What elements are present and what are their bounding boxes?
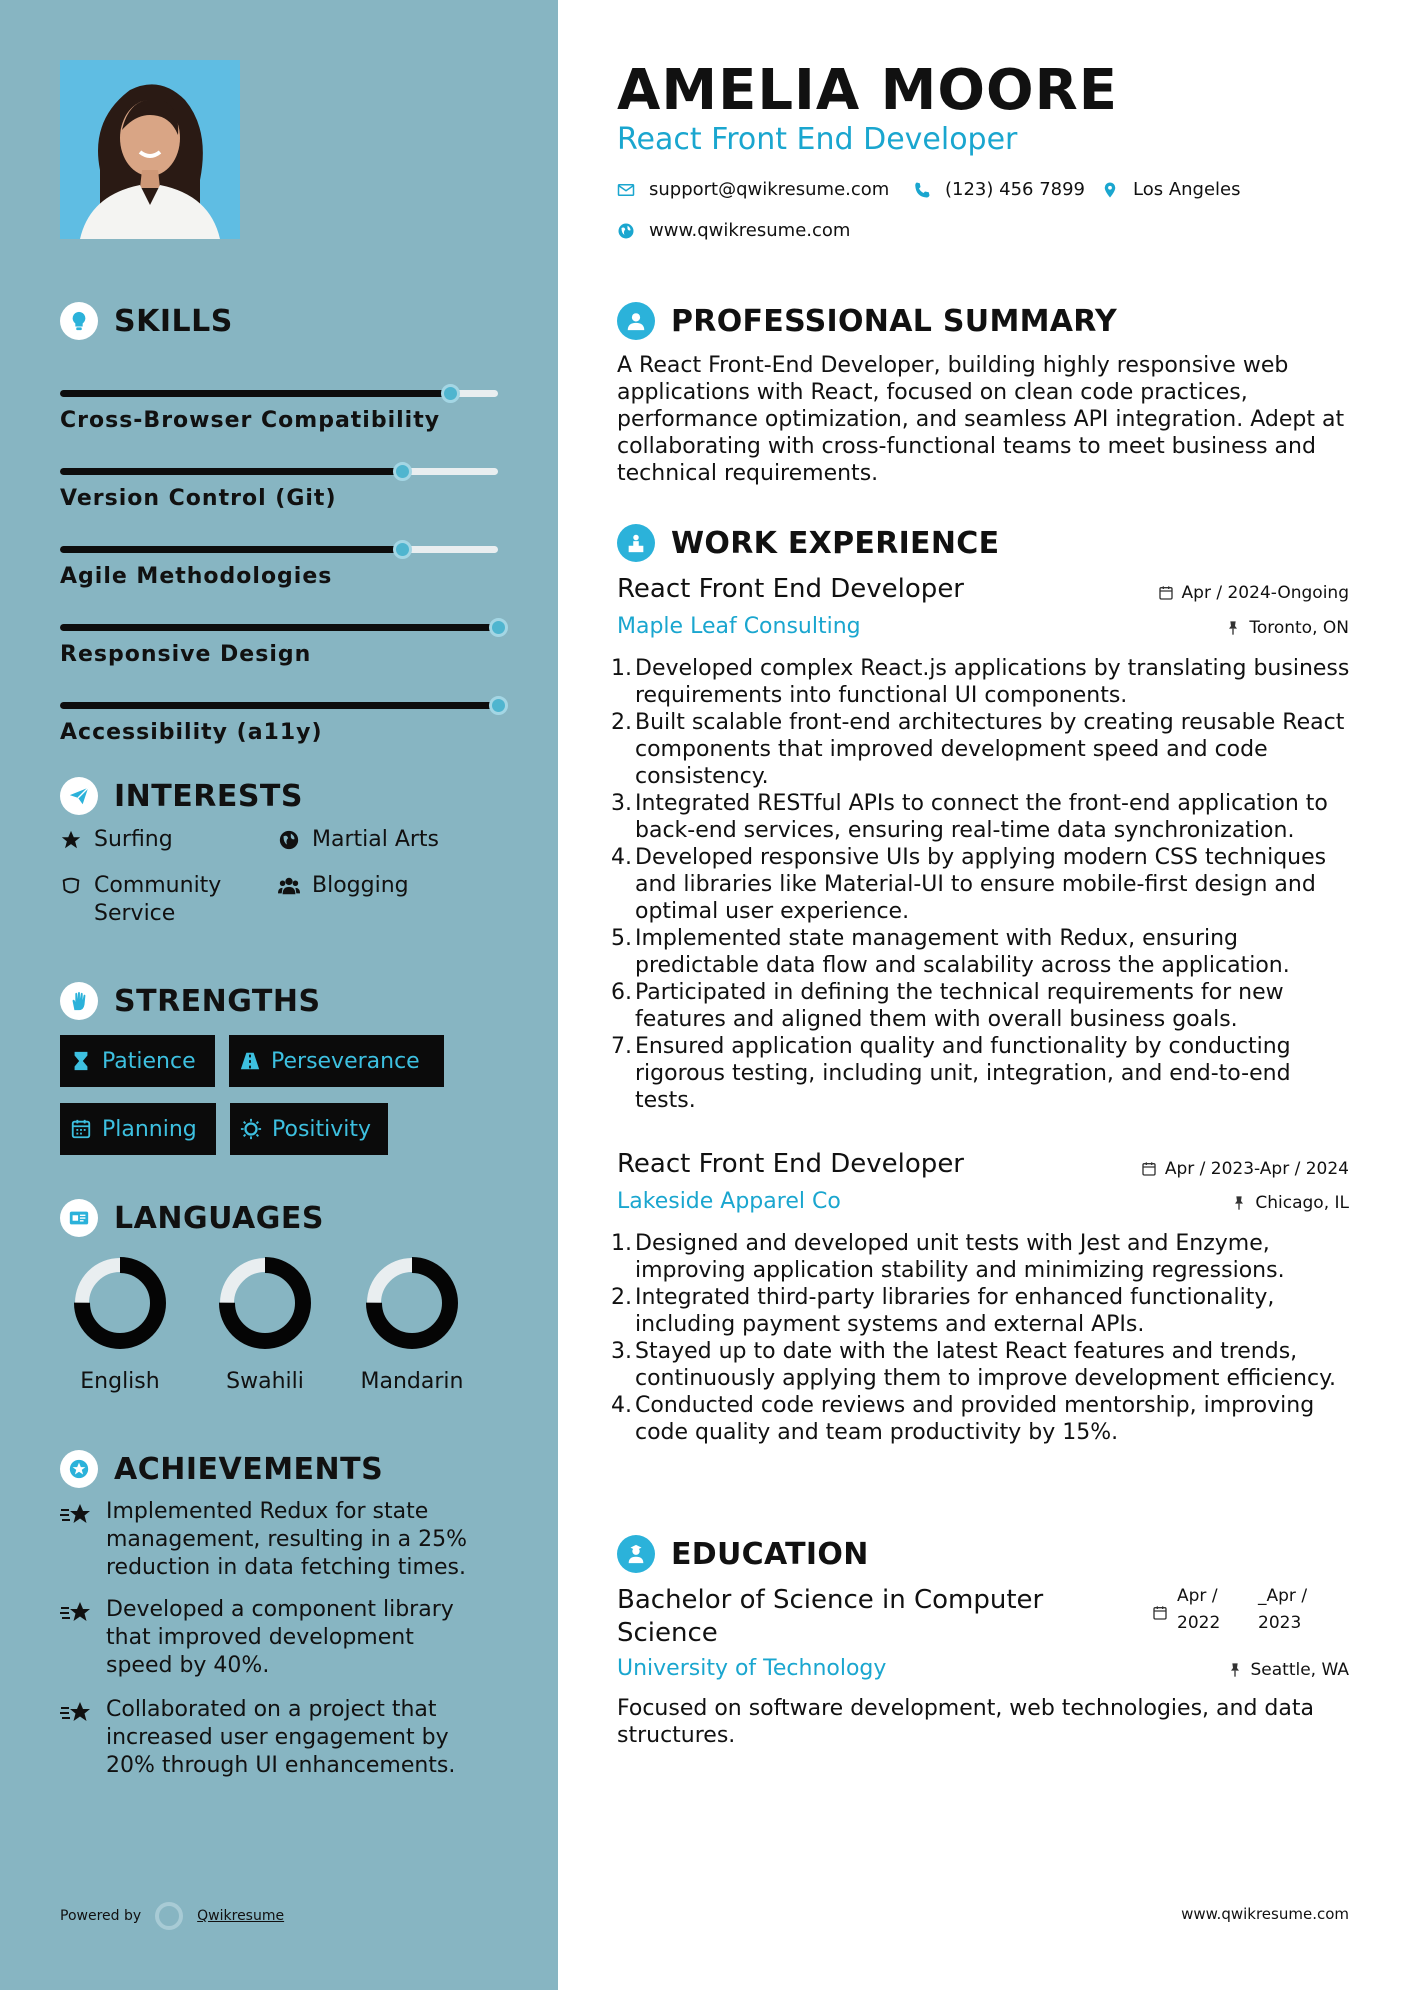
- bullet-number: 3.: [611, 791, 632, 816]
- skills-heading: [60, 302, 233, 340]
- achievements-title: ACHIEVEMENTS: [114, 1451, 384, 1487]
- calendar-icon: [1141, 1161, 1157, 1177]
- skill-bar: [60, 468, 498, 475]
- education-heading: [617, 1535, 869, 1573]
- bullet-number: 1.: [611, 1231, 632, 1256]
- degree-title: Bachelor of Science in Computer Science: [617, 1585, 1044, 1648]
- candidate-name: AMELIA MOORE: [617, 58, 1118, 123]
- skill-bar-fill: [60, 702, 498, 709]
- job-location: Chicago, IL: [1231, 1193, 1349, 1213]
- job-bullet: [611, 790, 1357, 844]
- language-item: [60, 1255, 180, 1394]
- skill-bar: [60, 546, 498, 553]
- skill-name: Cross-Browser Compatibility: [60, 408, 441, 433]
- envelope-icon: [617, 181, 635, 199]
- calendar-icon: [70, 1118, 92, 1140]
- skill-bar-knob: [489, 696, 508, 715]
- job-bullet: [611, 1392, 1357, 1446]
- footer-url[interactable]: www.qwikresume.com: [1181, 1905, 1349, 1923]
- interest-item: Martial Arts: [278, 826, 439, 854]
- language-level-ring: [217, 1255, 313, 1351]
- bullet-text: Designed and developed unit tests with Jest and Enzyme, improving application stability and minimizing regressions.: [635, 1231, 1285, 1283]
- user-icon: [617, 302, 655, 340]
- achievement-item: [60, 1696, 480, 1780]
- job-bullet: [611, 1230, 1357, 1284]
- bullet-text: Conducted code reviews and provided mentorship, improving code quality and team productivity by 15%.: [635, 1393, 1315, 1445]
- skill-bar-knob: [393, 462, 412, 481]
- shooting-star-icon: [60, 1502, 92, 1528]
- bullet-text: Developed complex React.js applications by translating business requirements into functional UI components.: [635, 656, 1350, 708]
- skill-bar-fill: [60, 624, 498, 631]
- podium-icon: [617, 524, 655, 562]
- languages-heading: [60, 1199, 324, 1237]
- language-name: Mandarin: [360, 1369, 464, 1394]
- skill-bar-fill: [60, 468, 402, 475]
- profile-photo: [60, 60, 240, 239]
- powered-by: Powered by Qwikresume: [60, 1902, 284, 1930]
- job-bullet: [611, 979, 1357, 1033]
- summary-text: A React Front-End Developer, building highly responsive web applications with React, focused on clean code practices, performance optimization, and seamless API integration. Adept at collaborating with cross-functional teams to meet business and technical requirements.: [617, 353, 1345, 486]
- job-location: Toronto, ON: [1225, 618, 1349, 638]
- bullet-text: Integrated third-party libraries for enhanced functionality, including payment systems and external APIs.: [635, 1285, 1275, 1337]
- paper-plane-icon: [60, 777, 98, 815]
- job-bullet: [611, 844, 1357, 925]
- graduate-icon: [617, 1535, 655, 1573]
- language-name: Swahili: [226, 1369, 304, 1394]
- skills-title: SKILLS: [114, 303, 233, 339]
- users-icon: [278, 875, 300, 897]
- skill-bar-knob: [393, 540, 412, 559]
- pushpin-icon: [1227, 1662, 1243, 1678]
- language-level-ring: [364, 1255, 460, 1351]
- strength-badge: Planning: [60, 1103, 216, 1155]
- summary-heading: [617, 302, 1117, 340]
- job-bullet: [611, 925, 1357, 979]
- experience-heading: [617, 524, 999, 562]
- experience-title: WORK EXPERIENCE: [671, 525, 1000, 561]
- contact-location: Los Angeles: [1101, 179, 1241, 200]
- achievements-heading: [60, 1450, 383, 1488]
- job-bullets: [611, 655, 1357, 1114]
- contact-website[interactable]: www.qwikresume.com: [617, 220, 850, 241]
- interest-item: Community Service: [60, 872, 260, 928]
- skill-bar-fill: [60, 390, 450, 397]
- shooting-star-icon: [60, 1600, 92, 1626]
- bullet-text: Ensured application quality and functionality by conducting rigorous testing, including unit, integration, and end-to-end tests.: [635, 1034, 1291, 1113]
- achievement-text: Implemented Redux for state management, resulting in a 25% reduction in data fetching times.: [106, 1499, 468, 1580]
- achievement-item: [60, 1498, 480, 1582]
- contact-email[interactable]: support@qwikresume.com: [617, 179, 889, 200]
- bullet-text: Built scalable front-end architectures by creating reusable React components that improved development speed and code consistency.: [635, 710, 1345, 789]
- qwikresume-link[interactable]: Qwikresume: [197, 1908, 285, 1924]
- bullet-text: Implemented state management with Redux, ensuring predictable data flow and scalability across the application.: [635, 926, 1290, 978]
- globe-icon: [278, 829, 300, 851]
- bullet-number: 1.: [611, 656, 632, 681]
- interest-item: Surfing: [60, 826, 173, 854]
- id-card-icon: [60, 1199, 98, 1237]
- school-name: University of Technology: [617, 1656, 887, 1681]
- education-title: EDUCATION: [671, 1536, 869, 1572]
- bullet-number: 4.: [611, 1393, 632, 1418]
- job-company: Lakeside Apparel Co: [617, 1189, 841, 1214]
- map-pin-icon: [1101, 181, 1119, 199]
- bullet-number: 5.: [611, 926, 632, 951]
- bullet-number: 6.: [611, 980, 632, 1005]
- interests-heading: [60, 777, 303, 815]
- education-start-date: Apr / 2022: [1177, 1586, 1221, 1633]
- strengths-heading: [60, 982, 321, 1020]
- skill-bar-knob: [441, 384, 460, 403]
- pushpin-icon: [1231, 1195, 1247, 1211]
- hand-icon: [60, 982, 98, 1020]
- interests-title: INTERESTS: [114, 778, 303, 814]
- strength-badge: Positivity: [230, 1103, 388, 1155]
- bullet-number: 3.: [611, 1339, 632, 1364]
- skill-name: Agile Methodologies: [60, 564, 333, 589]
- calendar-icon: [1152, 1605, 1168, 1625]
- bulb-icon: [60, 302, 98, 340]
- skill-bar: [60, 390, 498, 397]
- skill-bar-fill: [60, 546, 402, 553]
- skill-name: Responsive Design: [60, 642, 312, 667]
- qwikresume-logo-icon: [155, 1902, 183, 1930]
- phone-icon: [913, 181, 931, 199]
- job-bullet: [611, 709, 1357, 790]
- pushpin-icon: [1225, 620, 1241, 636]
- job-date: Apr / 2024-Ongoing: [1158, 583, 1349, 603]
- star-icon: [60, 829, 82, 851]
- job-date: Apr / 2023-Apr / 2024: [1141, 1159, 1349, 1179]
- star-badge-icon: [60, 1450, 98, 1488]
- bullet-number: 2.: [611, 1285, 632, 1310]
- job-title: React Front End Developer: [617, 574, 965, 604]
- bullet-number: 4.: [611, 845, 632, 870]
- job-company: Maple Leaf Consulting: [617, 614, 861, 639]
- skill-bar: [60, 624, 498, 631]
- bullet-text: Participated in defining the technical requirements for new features and aligned them with overall business goals.: [635, 980, 1284, 1032]
- candidate-role: React Front End Developer: [617, 122, 1018, 157]
- job-bullets: [611, 1230, 1357, 1446]
- job-bullet: [611, 1284, 1357, 1338]
- bullet-text: Integrated RESTful APIs to connect the front-end application to back-end services, ensuring real-time data synchronization.: [635, 791, 1328, 843]
- strength-badge: Patience: [60, 1035, 215, 1087]
- job-bullet: [611, 1033, 1357, 1114]
- achievement-item: [60, 1596, 480, 1680]
- skill-name: Version Control (Git): [60, 486, 337, 511]
- bullet-text: Developed responsive UIs by applying modern CSS techniques and libraries like Material-UI to ensure mobile-first design and optimal user experience.: [635, 845, 1327, 924]
- language-name: English: [80, 1369, 160, 1394]
- languages-title: LANGUAGES: [114, 1200, 324, 1236]
- language-item: [205, 1255, 325, 1394]
- achievement-text: Collaborated on a project that increased user engagement by 20% through UI enhancements.: [106, 1697, 456, 1778]
- summary-title: PROFESSIONAL SUMMARY: [671, 303, 1118, 339]
- education-description: Focused on software development, web technologies, and data structures.: [617, 1696, 1314, 1748]
- job-title: React Front End Developer: [617, 1149, 965, 1179]
- skill-name: Accessibility (a11y): [60, 720, 323, 745]
- education-location: Seattle, WA: [1227, 1660, 1350, 1680]
- strengths-title: STRENGTHS: [114, 983, 321, 1019]
- language-level-ring: [72, 1255, 168, 1351]
- sun-icon: [240, 1118, 262, 1140]
- bullet-number: 2.: [611, 710, 632, 735]
- hand-heart-icon: [60, 875, 82, 897]
- road-icon: [239, 1050, 261, 1072]
- globe-icon: [617, 222, 635, 240]
- strength-badge: Perseverance: [229, 1035, 444, 1087]
- job-bullet: [611, 655, 1357, 709]
- education-end-date: _Apr / 2023: [1258, 1586, 1308, 1633]
- sidebar: [0, 0, 558, 1990]
- skill-bar: [60, 702, 498, 709]
- hourglass-icon: [70, 1050, 92, 1072]
- calendar-icon: [1158, 585, 1174, 601]
- bullet-number: 7.: [611, 1034, 632, 1059]
- achievement-text: Developed a component library that improved development speed by 40%.: [106, 1597, 454, 1678]
- job-bullet: [611, 1338, 1357, 1392]
- language-item: [352, 1255, 472, 1394]
- shooting-star-icon: [60, 1700, 92, 1726]
- skill-bar-knob: [489, 618, 508, 637]
- contact-phone[interactable]: (123) 456 7899: [913, 179, 1085, 200]
- interest-item: Blogging: [278, 872, 409, 900]
- bullet-text: Stayed up to date with the latest React features and trends, continuously applying them to improve development efficiency.: [635, 1339, 1336, 1391]
